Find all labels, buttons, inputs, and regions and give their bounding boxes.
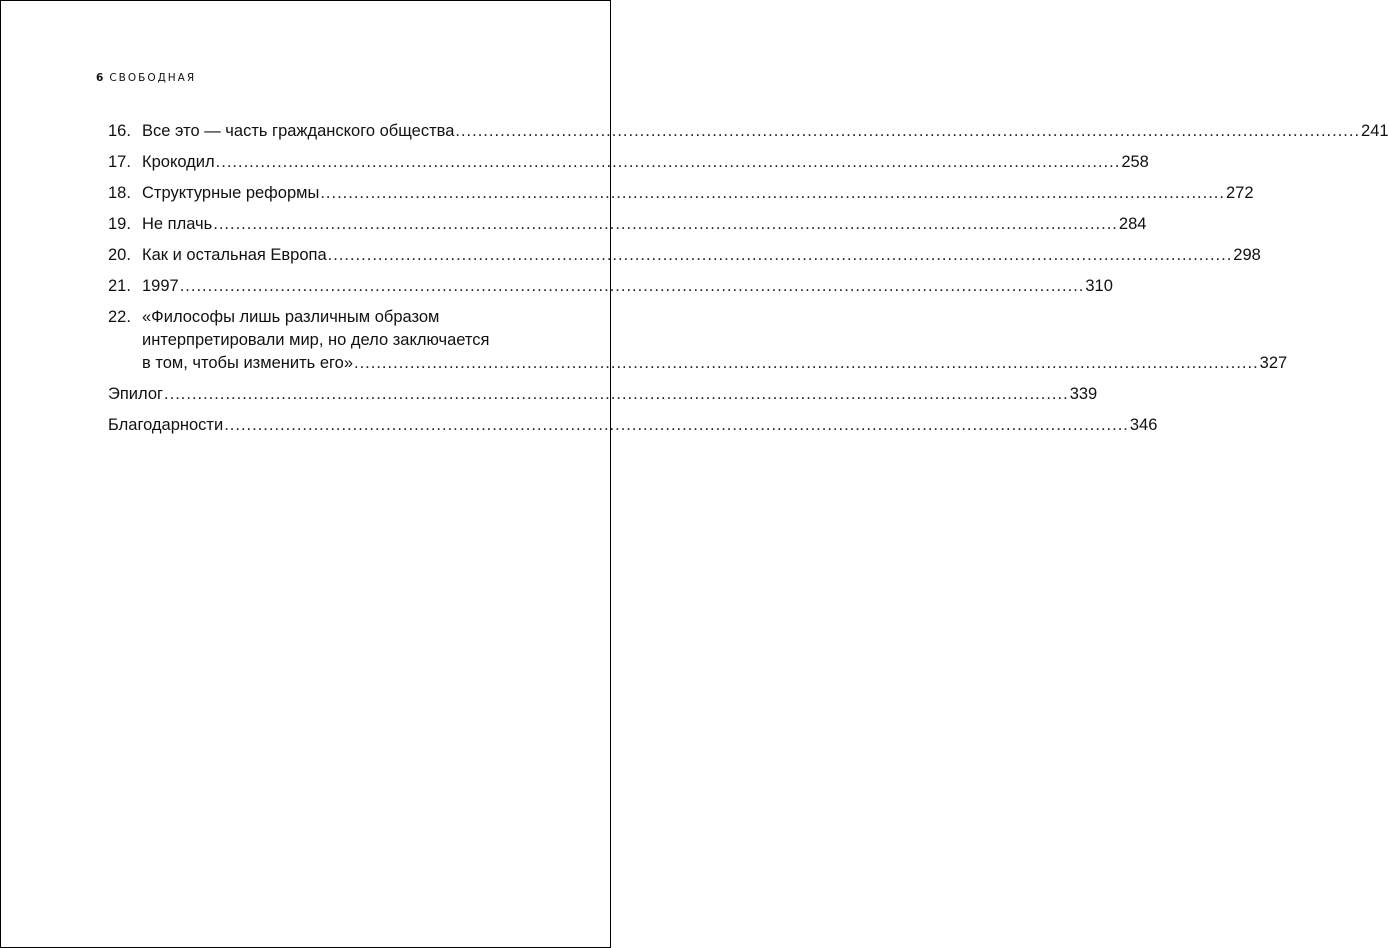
chapter-title-line: «Философы лишь различным образом: [142, 308, 440, 326]
dot-leader: ..................................................................................................................................................................: [455, 122, 1361, 140]
chapter-number: 19.: [108, 215, 131, 233]
chapter-title: Как и остальная Европа: [142, 246, 327, 264]
toc-entry: [108, 174, 1254, 205]
page-ref: 241: [1361, 122, 1389, 140]
dot-leader: ..................................................................................................................................................................: [320, 184, 1225, 202]
dot-leader: ..................................................................................................................................................................: [224, 416, 1129, 434]
dot-leader: ..................................................................................................................................................................: [213, 215, 1118, 233]
dot-leader: ..................................................................................................................................................................: [215, 153, 1121, 171]
chapter-number: 21.: [108, 277, 131, 295]
running-title: СВОБОДНАЯ: [109, 72, 197, 84]
toc-entry: [108, 112, 1389, 143]
page-ref: 310: [1085, 277, 1113, 295]
page-ref: 346: [1129, 416, 1158, 434]
dot-leader: ..................................................................................................................................................................: [354, 354, 1259, 372]
dot-leader: ..................................................................................................................................................................: [179, 277, 1085, 295]
page-ref: 258: [1121, 153, 1149, 171]
page-number: 6: [96, 72, 104, 84]
toc-entry-acknowledgements: [108, 406, 1158, 437]
chapter-number: 22.: [108, 308, 131, 326]
chapter-title: Крокодил: [142, 153, 215, 171]
page-ref: 298: [1233, 246, 1261, 264]
chapter-title: Все это — часть гражданского общества: [142, 122, 455, 140]
running-head: [96, 72, 196, 84]
section-title: Эпилог: [108, 385, 164, 403]
table-of-contents: [108, 112, 1389, 437]
chapter-title-line: в том, чтобы изменить его»: [142, 354, 354, 372]
section-title: Благодарности: [108, 416, 224, 434]
chapter-number: 18.: [108, 184, 131, 202]
page-ref: 284: [1118, 215, 1147, 233]
page-ref: 339: [1069, 385, 1098, 403]
chapter-number: 17.: [108, 153, 131, 171]
page-ref: 272: [1225, 184, 1254, 202]
chapter-number: 20.: [108, 246, 131, 264]
page-ref: 327: [1259, 354, 1288, 372]
chapter-title-line: интерпретировали мир, но дело заключается: [142, 331, 490, 349]
chapter-title: Не плачь: [142, 215, 213, 233]
chapter-number: 16.: [108, 122, 131, 140]
dot-leader: ..................................................................................................................................................................: [164, 385, 1069, 403]
toc-entry: [108, 267, 1113, 298]
chapter-title: Структурные реформы: [142, 184, 320, 202]
toc-entry: [108, 298, 1288, 375]
toc-entry: [108, 236, 1261, 267]
toc-entry: [108, 205, 1147, 236]
toc-entry: [108, 143, 1149, 174]
dot-leader: ..................................................................................................................................................................: [327, 246, 1233, 264]
toc-entry-epilogue: [108, 375, 1098, 406]
chapter-title: 1997: [142, 277, 179, 295]
